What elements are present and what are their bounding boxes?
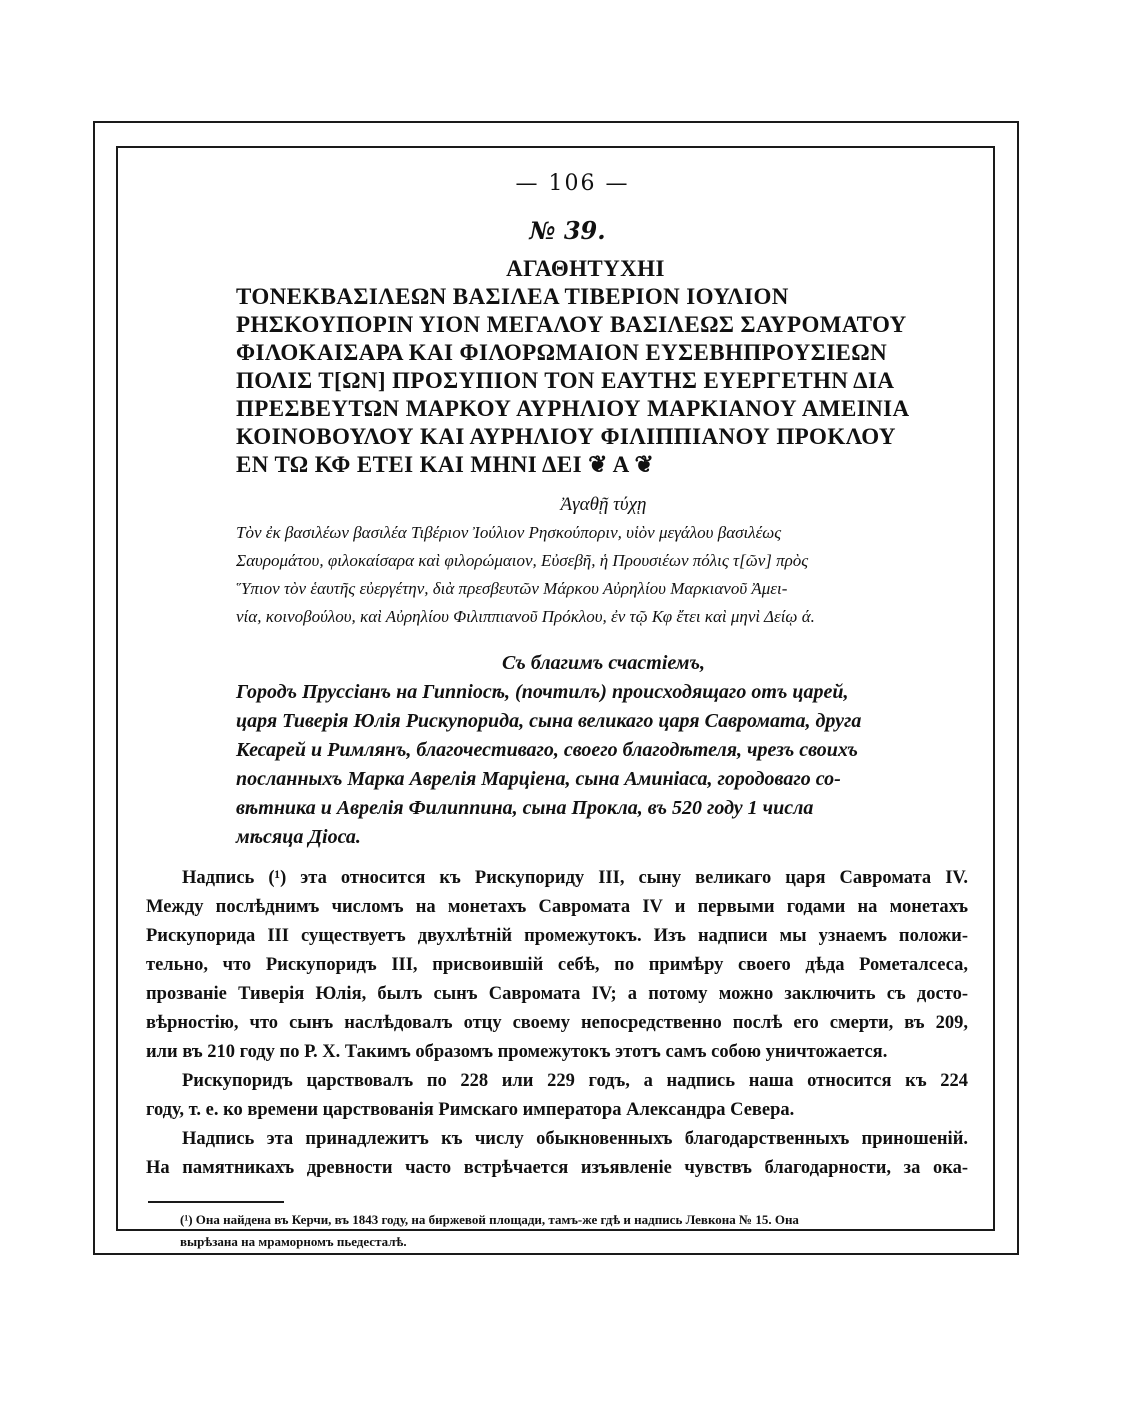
greek-uncial-line: ΦΙΛΟΚΑΙΣΑΡΑ ΚΑΙ ΦΙΛΟΡΩΜΑΙΟΝ ΕΥΣΕΒΗΠΡΟΥΣΙΕΩΝ [236,340,888,365]
commentary-line: году, т. е. ко времени царствованія Римскаго императора Александра Севера. [146,1100,795,1120]
commentary-paragraph [146,1125,968,1183]
commentary-line: Рискупоридъ царствовалъ по 228 или 229 годъ, а надпись наша относится къ 224 [182,1071,968,1091]
inscription-number: № 39. [529,216,606,245]
russian-translation-title: Съ благимъ счастіемъ, [501,652,706,674]
greek-minuscule-line: Ὕπιον τὸν ἑαυτῆς εὐεργέτην, διὰ πρεσβευτῶν Μάρκου Αὐρηλίου Μαρκιανοῦ Ἀμει- [236,579,788,598]
footnote-line: (¹) Она найдена въ Керчи, въ 1843 году, на биржевой площади, тамъ-же гдѣ и надпись Левкона № 15. Она [180,1212,799,1227]
commentary-paragraph [146,1067,968,1125]
commentary-line: или въ 210 году по Р. Х. Такимъ образомъ промежутокъ этотъ самъ собою уничтожается. [146,1042,888,1062]
commentary-line: Между послѣднимъ числомъ на монетахъ Савромата IV и первыми годами на монетахъ [146,897,968,917]
footnote-line: вырѣзана на мраморномъ пьедесталѣ. [180,1234,407,1249]
page-content [140,165,975,1253]
russian-translation-line: царя Тиверія Юлія Рискупорида, сына великаго царя Савромата, друга [236,710,862,732]
greek-uncial-line: ΠΡΕΣΒΕΥΤΩΝ ΜΑΡΚΟΥ ΑΥΡΗΛΙΟΥ ΜΑΡΚΙΑΝΟΥ ΑΜΕΙΝΙΑ [236,396,910,421]
greek-uncial-line: ΕΝ ΤΩ ΚΦ ΕΤΕΙ ΚΑΙ ΜΗΝΙ ΔΕΙ ❦ Α ❦ [236,452,655,477]
commentary-line: Надпись (¹) эта относится къ Рискупориду III, сыну великаго царя Савромата IV. [182,868,968,888]
commentary-line: Надпись эта принадлежитъ къ числу обыкновенныхъ благодарственныхъ приношеній. [182,1129,968,1149]
commentary [146,864,968,1183]
commentary-line: На памятникахъ древности часто встрѣчается изъявленіе чувствъ благодарности, за ока- [146,1158,968,1178]
greek-minuscule-line: Τὸν ἐκ βασιλέων βασιλέα Τιβέριον Ἰούλιον Ρησκούποριν, υἱὸν μεγάλου βασιλέως [236,523,782,542]
greek-uncial-line: ΠΟΛΙΣ Τ[ΩΝ] ΠΡΟΣΥΠΙΟΝ ΤΟΝ ΕΑΥΤΗΣ ΕΥΕΡΓΕΤΗΝ ΔΙΑ [236,368,895,393]
greek-minuscule-title: Ἀγαθῇ τύχῃ [560,494,647,515]
greek-uncial-line: ΤΟΝΕΚΒΑΣΙΛΕΩΝ ΒΑΣΙΛΕΑ ΤΙΒΕΡΙΟΝ ΙΟΥΛΙΟΝ [236,284,789,309]
greek-uncial-line: ΚΟΙΝΟΒΟΥΛΟΥ ΚΑΙ ΑΥΡΗΛΙΟΥ ΦΙΛΙΠΠΙΑΝΟΥ ΠΡΟΚΛΟΥ [236,424,896,449]
commentary-line: прозваніе Тиверія Юлія, былъ сынъ Савромата IV; а потому можно заключить съ досто- [146,984,968,1004]
greek-minuscule-transcription [236,491,971,631]
commentary-line: вѣрностію, что сынъ наслѣдовалъ отцу своему непосредственно послѣ его смерти, въ 209, [146,1013,968,1033]
russian-translation-line: мѣсяца Діоса. [236,826,361,848]
commentary-paragraph [146,864,968,1067]
greek-uncial-inscription [236,255,975,479]
russian-translation-line: Городъ Пруссіанъ на Гиппіосѣ, (почтилъ) происходящаго отъ царей, [236,681,849,703]
russian-translation-line: вѣтника и Аврелія Филиппина, сына Прокла, въ 520 году 1 числа [236,797,814,819]
footnote-divider [148,1201,284,1203]
greek-minuscule-line: νία, κοινοβούλου, καὶ Αὐρηλίου Φιλιππιανοῦ Πρόκλου, ἐν τῷ Κφ ἔτει καὶ μηνὶ Δείῳ ά. [236,607,815,626]
greek-minuscule-line: Σαυρομάτου, φιλοκαίσαρα καὶ φιλορώμαιον, Εὐσεβῆ, ἡ Προυσιέων πόλις τ[ῶν] πρὸς [236,551,809,570]
greek-uncial-title: ΑΓΑΘΗΤΥΧΗΙ [506,256,665,281]
footnote [180,1209,968,1253]
russian-translation [236,649,971,852]
russian-translation-line: посланныхъ Марка Аврелія Марціена, сына Аминіаса, городоваго со- [236,768,841,790]
commentary-line: Рискупорида III существуетъ двухлѣтній промежутокъ. Изъ надписи мы узнаемъ положи- [146,926,968,946]
page-number: — 106 — [515,171,630,196]
greek-uncial-line: ΡΗΣΚΟΥΠΟΡΙΝ ΥΙΟΝ ΜΕΓΑΛΟΥ ΒΑΣΙΛΕΩΣ ΣΑΥΡΟΜΑΤΟΥ [236,312,907,337]
commentary-line: тельно, что Рискупоридъ III, присвоившій себѣ, по примѣру своего дѣда Рометалсеса, [146,955,968,975]
russian-translation-line: Кесарей и Римлянъ, благочестиваго, своего благодѣтеля, чрезъ своихъ [236,739,858,761]
